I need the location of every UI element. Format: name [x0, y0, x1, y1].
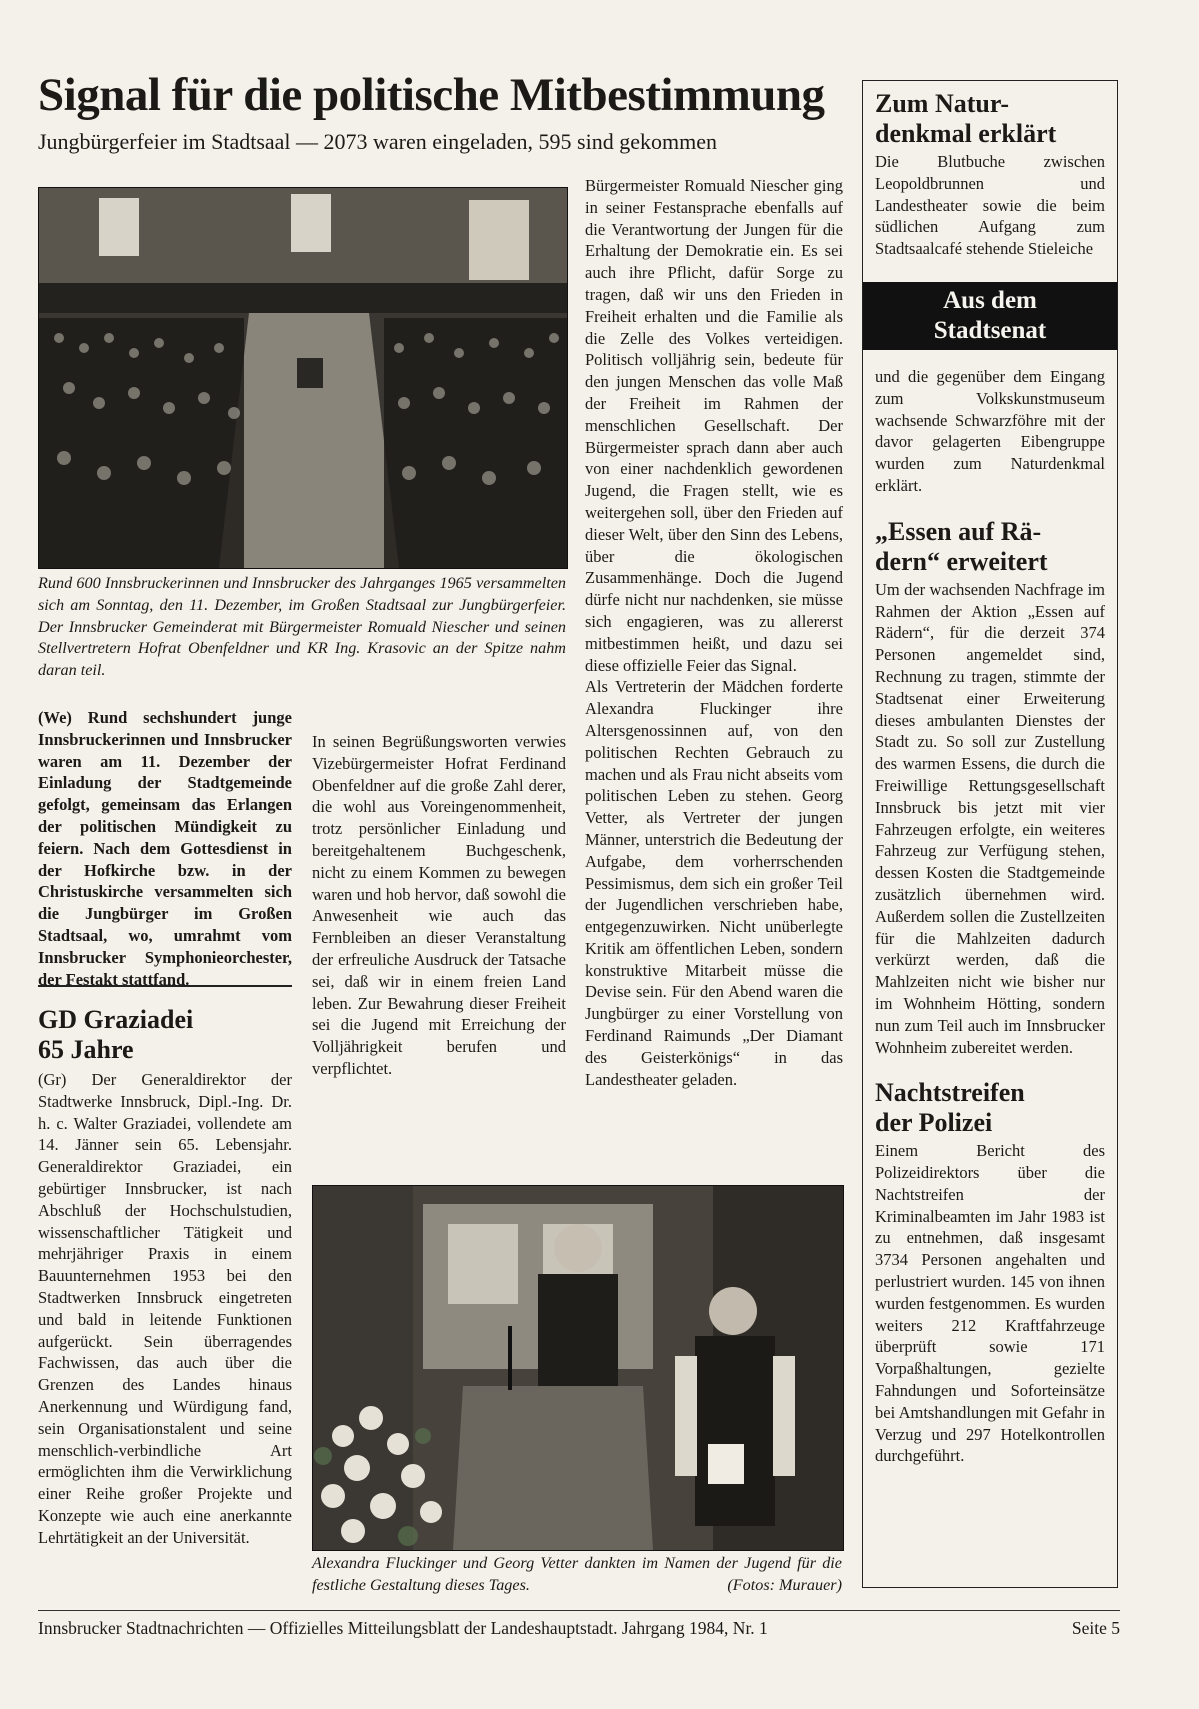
naturdenkmal-body-2: und die gegenüber dem Eingang zum Volkskunstmuseum wachsende Schwarzföhre mit der davor gelagerten Eibengruppe wurden zum Naturdenkmal erklärt. — [875, 366, 1105, 495]
banner-line2: Stadtsenat — [933, 316, 1047, 344]
nacht-title-line2: der Polizei — [875, 1108, 993, 1138]
photo-credit: (Fotos: Murauer) — [727, 1575, 842, 1594]
graziadei-story — [38, 1005, 292, 1549]
sidebar-box — [862, 80, 1118, 1588]
footer — [38, 1618, 1120, 1639]
article-column-2 — [312, 731, 566, 1080]
nacht-body: Einem Bericht des Polizeidirektors über die Nachtstreifen der Kriminalbeamten im Jahr 1983 ist zu entnehmen, daß insgesamt 3734 Personen angehalten und perlustriert wurden. 145 von ihnen wurden festgenommen. Es wurden weiters 212 Kraftfahrzeuge überprüft sowie 171 Vorpaßhaltungen, gezielte Fahndungen und Soforteinsätze bei Amtshandlungen mit Gefahr in Verzug und 297 Hotelkontrollen durchgeführt. — [875, 1141, 1105, 1466]
graziadei-body: (Gr) Der Generaldirektor der Stadtwerke Innsbruck, Dipl.-Ing. Dr. h. c. Walter Graziadei, vollendete am 14. Jänner sein 65. Lebensjahr. Generaldirektor Graziadei, ein gebürtiger Innsbrucker, ist nach Abschluß der Hochschulstudien, wissenschaftlicher Tätigkeit und mehrjähriger Praxis in einem Bauunternehmen 1953 bei den Stadtwerken Innsbruck eingetreten und bald in leitende Funktionen aufgerückt. Sein überragendes Fachwissen, das auch über die Grenzen des Landes hinaus Anerkennung und Würdigung fand, sein Organisationstalent und seine menschlich-verbindliche Art ermöglichten ihm die Verwirklichung einer Reihe großer Projekte und Konzepte wie auch eine anerkannte Lehrtätigkeit an der Universität. — [38, 1070, 292, 1547]
page-number: Seite 5 — [1071, 1618, 1120, 1638]
naturdenkmal-title-line1: Zum Natur- — [875, 89, 1010, 118]
footer-publication: Innsbrucker Stadtnachrichten — Offizielles Mitteilungsblatt der Landeshauptstadt. Jahrgang 1984, Nr. 1 — [38, 1618, 768, 1638]
naturdenkmal-title-line2: denkmal erklärt — [875, 119, 1057, 148]
photo2-caption-block — [312, 1553, 842, 1597]
article-column-3 — [585, 175, 843, 1090]
graziadei-title-line2: 65 Jahre — [38, 1035, 134, 1064]
section-divider — [38, 985, 292, 987]
photo1-caption: Rund 600 Innsbruckerinnen und Innsbrucker des Jahrganges 1965 versammelten sich am Sonntag, den 11. Dezember, im Großen Stadtsaal zur Jungbürgerfeier. Der Innsbrucker Gemeinderat mit Bürgermeister Romuald Niescher und seinen Stellvertretern Hofrat Obenfeldner und KR Ing. Krasovic an der Spitze nahm daran teil. — [38, 574, 566, 680]
subheadline: Jungbürgerfeier im Stadtsaal — 2073 waren eingeladen, 595 sind gekommen — [38, 129, 717, 154]
article-lead-column — [38, 707, 292, 990]
article-lead: (We) Rund sechshundert junge Innsbruckerinnen und Innsbrucker waren am 11. Dezember der Einladung der Stadtgemeinde gefolgt, gemeinsam das Erlangen der politischen Mündigkeit zu feiern. Nach dem Gottesdienst in der Hofkirche bzw. in der Christuskirche versammelten sich die Jungbürger im Großen Stadtsaal, wo, umrahmt vom Innsbrucker Symphonieorchester, der Festakt stattfand. — [38, 708, 292, 989]
essen-body: Um der wachsenden Nachfrage im Rahmen der Aktion „Essen auf Rädern“, für die derzeit 374 Personen angemeldet sind, Rechnung zu tragen, stimmte der Stadtsenat einer Erweiterung dieses ambulanten Dienstes der Stadt zu. So soll zur Zustellung des warmen Essens, die durch die Freiwillige Rettungsgesellschaft Innsbruck bis jetzt mit vier Fahrzeugen erfolgte, ein weiteres Fahrzeug zur Verfügung stehen, dessen Kosten die Stadtgemeinde zusätzlich übernehmen wird. Außerdem sollen die Zustellzeiten für die Mahlzeiten dadurch verkürzt werden, daß die Mahlzeiten nicht wie bisher nur im Wohnheim Hötting, sondern nun zum Teil auch im Innsbrucker Wohnheim zubereitet werden. — [875, 579, 1105, 1057]
article-paragraph-2: Bürgermeister Romuald Niescher ging in seiner Festansprache ebenfalls auf die Verantwortung der Jungen für die Erhaltung der Demokratie ein. Es sei auch ihre Pflicht, dafür Sorge zu tragen, daß wir uns den Frieden in Freiheit erhalten und die Familie als die Zelle des Volkes verteidigen. Politisch volljährig sein, bedeute für den jungen Menschen das volle Maß der Freiheit im Rahmen der menschlichen Gesellschaft. Der Bürgermeister sprach dann aber auch von einer nachdenklich gewordenen Jugend, die Fragen stellt, wie es weitergehen soll, über den Frieden auf dieser Welt, über den Sinn des Lebens, über die ökologischen Zusammenhänge. Doch die Jugend dürfe nicht nur nachdenken, sie müsse sich engagieren, was zu allererst mitbestimmen heißt, und dazu sei diese offizielle Feier das Signal. — [585, 176, 843, 675]
stadtsaal-audience-photo — [38, 187, 568, 569]
naturdenkmal-body-1: Die Blutbuche zwischen Leopoldbrunnen und Landestheater sowie die beim südlichen Aufgang zum Stadtsaalcafé stehende Stieleiche — [875, 152, 1105, 259]
naturdenkmal-section — [863, 81, 1117, 260]
essen-title-line2: dern“ erweitert — [875, 546, 1048, 576]
headline: Signal für die politische Mitbestimmung — [38, 69, 825, 121]
footer-rule — [38, 1610, 1120, 1611]
sidebar-content — [863, 350, 1117, 1467]
photo2-caption: Alexandra Fluckinger und Georg Vetter dankten im Namen der Jugend für die festliche Gestaltung dieses Tages. — [312, 1554, 842, 1594]
article-paragraph-3: Als Vertreterin der Mädchen forderte Alexandra Fluckinger ihre Altersgenossinnen auf, von den politischen Rechten Gebrauch zu machen und als Frau nicht abseits vom politischen Leben zu stehen. Georg Vetter, als Vertreter der jungen Männer, unterstrich die Bedeutung der Aufgabe, dem vorherrschenden Pessimismus, dem sich ein großer Teil der Jugendlichen verschrieben habe, entgegenzuwirken. Nicht unüberlegte Kritik am öffentlichen Leben, sondern konstruktive Mitarbeit müsse die Devise sein. Für den Abend waren die Jungbürger zu einer Vorstellung von Ferdinand Raimunds „Der Diamant des Geisterkönigs“ in das Landestheater geladen. — [585, 677, 843, 1089]
article-paragraph-1: In seinen Begrüßungsworten verwies Vizebürgermeister Hofrat Ferdinand Obenfeldner auf die große Zahl derer, die wohl aus Voreingenommenheit, trotz persönlicher Einladung und bereitgehaltenem Buchgeschenk, nicht zu einem Kommen zu bewegen waren und hob hervor, daß sowohl die Anwesenheit wie auch das Fernbleiben an dieser Veranstaltung der erfreuliche Ausdruck der Tatsache sei, daß wir in einem freien Land leben. Zur Bewahrung dieser Freiheit sei die Jugend mit Erreichung der Volljährigkeit berufen und verpflichtet. — [312, 732, 566, 1078]
nacht-title-line1: Nachtstreifen — [875, 1078, 1025, 1108]
speakers-photo — [312, 1185, 844, 1551]
graziadei-title-line1: GD Graziadei — [38, 1005, 194, 1034]
essen-title-line1: „Essen auf Rä- — [875, 516, 1042, 546]
stadtsenat-banner — [863, 282, 1117, 350]
banner-line1: Aus dem — [943, 286, 1037, 314]
